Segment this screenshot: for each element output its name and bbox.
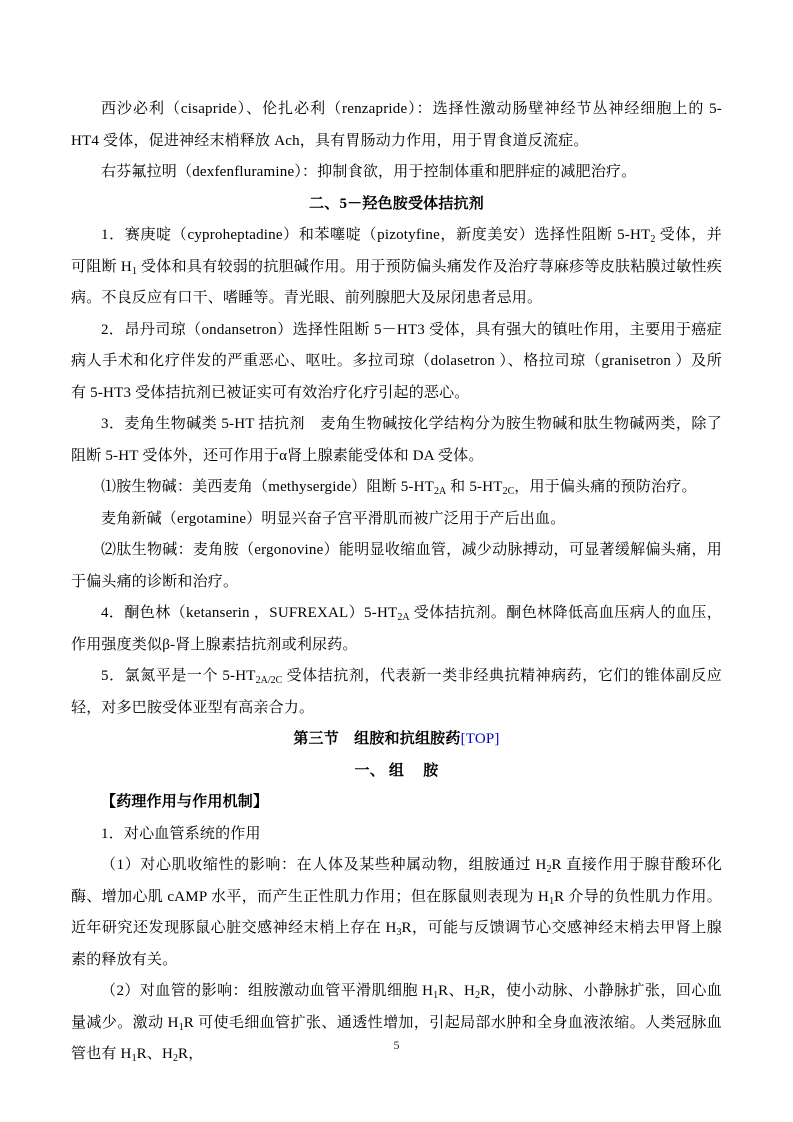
text-run: 3．麦角生物碱类 5-HT 拮抗剂 麦角生物碱按化学结构分为胺生物碱和肽生物碱两类，除了阻断 5-HT 受体外，还可作用于α肾上腺素能受体和 DA 受体。: [71, 416, 722, 464]
subscript-text: 2A: [433, 486, 447, 497]
paragraph: [71, 409, 722, 472]
subscript-text: 1: [178, 1021, 184, 1033]
subscript-text: 1: [549, 895, 555, 907]
paragraph: [71, 661, 722, 724]
text-run: 1．对心血管系统的作用: [101, 825, 261, 842]
text-run: 受体，并可阻断 H: [71, 227, 722, 275]
paragraph: [71, 315, 722, 410]
subscript-text: 2C: [502, 486, 515, 497]
subscript-text: 1: [433, 990, 439, 1001]
subscript-text: 2: [650, 234, 656, 245]
text-run: 4．酮色林（ketanserin ，SUFREXAL）5-HT: [101, 605, 398, 621]
text-run: 一、 组 胺: [354, 762, 439, 779]
text-run: ⑴胺生物碱：美西麦角（methysergide）阻断 5-HT: [101, 479, 434, 495]
text-run: 2．昂丹司琼（ondansetron）选择性阻断 5－HT3 受体，具有强大的镇吐作用，主要用于癌症病人手术和化疗伴发的严重恶心、呕吐。多拉司琼（dolasetron ）、格拉司琼（granisetron ）及所有 5-HT3 受体拮抗剂已被证实可有效治疗化疗引起的恶心。: [71, 321, 722, 401]
text-run: （1）对心肌收缩性的影响：在人体及某些种属动物，组胺通过 H: [101, 857, 547, 873]
subscript-text: 2A: [397, 612, 410, 623]
paragraph: [71, 472, 722, 504]
text-run: 5．氯氮平是一个 5-HT: [101, 668, 256, 684]
text-run: ⑵肽生物碱：麦角胺（ergonovine）能明显收缩血管，减少动脉搏动，可显著缓解偏头痛，用于偏头痛的诊断和治疗。: [71, 542, 722, 590]
text-run: 受体拮抗剂。酮色林降低高血压病人的血压，作用强度类似β-肾上腺素拮抗剂或利尿药。: [71, 605, 723, 653]
section-heading: [71, 724, 722, 756]
section-heading: [71, 756, 722, 788]
page-number: 5: [393, 1038, 400, 1052]
text-run: 和 5-HT: [446, 479, 503, 495]
paragraph: [71, 976, 722, 1071]
paragraph: [71, 850, 722, 976]
text-run: R，使小动脉、小静脉扩张，回心血量减少。激动 H: [71, 983, 722, 1031]
paragraph: [71, 598, 722, 661]
text-run: 受体拮抗剂，代表新一类非经典抗精神病药，它们的锥体副反应轻，对多巴胺受体亚型有高亲合力。: [71, 668, 722, 716]
text-run: R，可能与反馈调节心交感神经末梢去甲肾上腺素的释放有关。: [71, 920, 722, 968]
text-run: R，: [178, 1046, 204, 1062]
subscript-text: 3: [396, 927, 402, 938]
text-run: （2）对血管的影响：组胺激动血管平滑肌细胞 H: [101, 983, 434, 999]
text-run: 右芬氟拉明（dexfenfluramine）：抑制食欲，用于控制体重和肥胖症的减肥治疗。: [101, 164, 637, 180]
top-link[interactable]: [TOP]: [460, 731, 500, 747]
text-run: R、H: [136, 1046, 174, 1062]
subscript-text: 2: [173, 1053, 179, 1064]
text-run: 西沙必利（cisapride）、伦扎必利（renzapride）：选择性激动肠壁神经节丛神经细胞上的 5-HT4 受体，促进神经末梢释放 Ach，具有胃肠动力作用，用于胃食道反流症。: [71, 101, 722, 149]
subscript-text: 2: [475, 990, 481, 1001]
paragraph: [71, 819, 722, 851]
text-run: R 直接作用于腺苷酸环化酶、增加心肌 cAMP 水平，而产生正性肌力作用；但在豚鼠则表现为 H: [71, 857, 722, 905]
subscript-text: 2A/2C: [255, 675, 283, 686]
paragraph: [71, 504, 722, 536]
text-run: 二、5－羟色胺受体拮抗剂: [309, 195, 484, 212]
text-run: 1．赛庚啶（cyproheptadine）和苯噻啶（pizotyfine，新度美安）选择性阻断 5-HT: [101, 227, 651, 243]
text-run: 【药理作用与作用机制】: [101, 794, 269, 810]
text-run: R、H: [438, 983, 476, 999]
paragraph: [71, 157, 722, 189]
subscript-text: 1: [131, 265, 137, 277]
paragraph: [71, 220, 722, 315]
document-body: [71, 94, 722, 1071]
subscript-text: 1: [131, 1053, 137, 1064]
text-run: ，用于偏头痛的预防治疗。: [514, 479, 697, 495]
paragraph: [71, 787, 722, 819]
text-run: 麦角新碱（ergotamine）明显兴奋子宫平滑肌而被广泛用于产后出血。: [101, 510, 566, 527]
paragraph: [71, 94, 722, 157]
text-run: 受体和具有较弱的抗胆碱作用。用于预防偏头痛发作及治疗荨麻疹等皮肤粘膜过敏性疾病。不良反应有口干、嗜睡等。青光眼、前列腺肥大及尿闭患者忌用。: [71, 258, 722, 306]
text-run: 第三节 组胺和抗组胺药: [293, 731, 461, 747]
section-heading: [71, 189, 722, 221]
subscript-text: 2: [546, 864, 552, 875]
text-run: R 介导的负性肌力作用。近年研究还发现豚鼠心脏交感神经末梢上存在 H: [71, 888, 723, 936]
text-run: R 可使毛细血管扩张、通透性增加，引起局部水肿和全身血液浓缩。人类冠脉血管也有 H: [71, 1014, 722, 1062]
paragraph: [71, 535, 722, 598]
